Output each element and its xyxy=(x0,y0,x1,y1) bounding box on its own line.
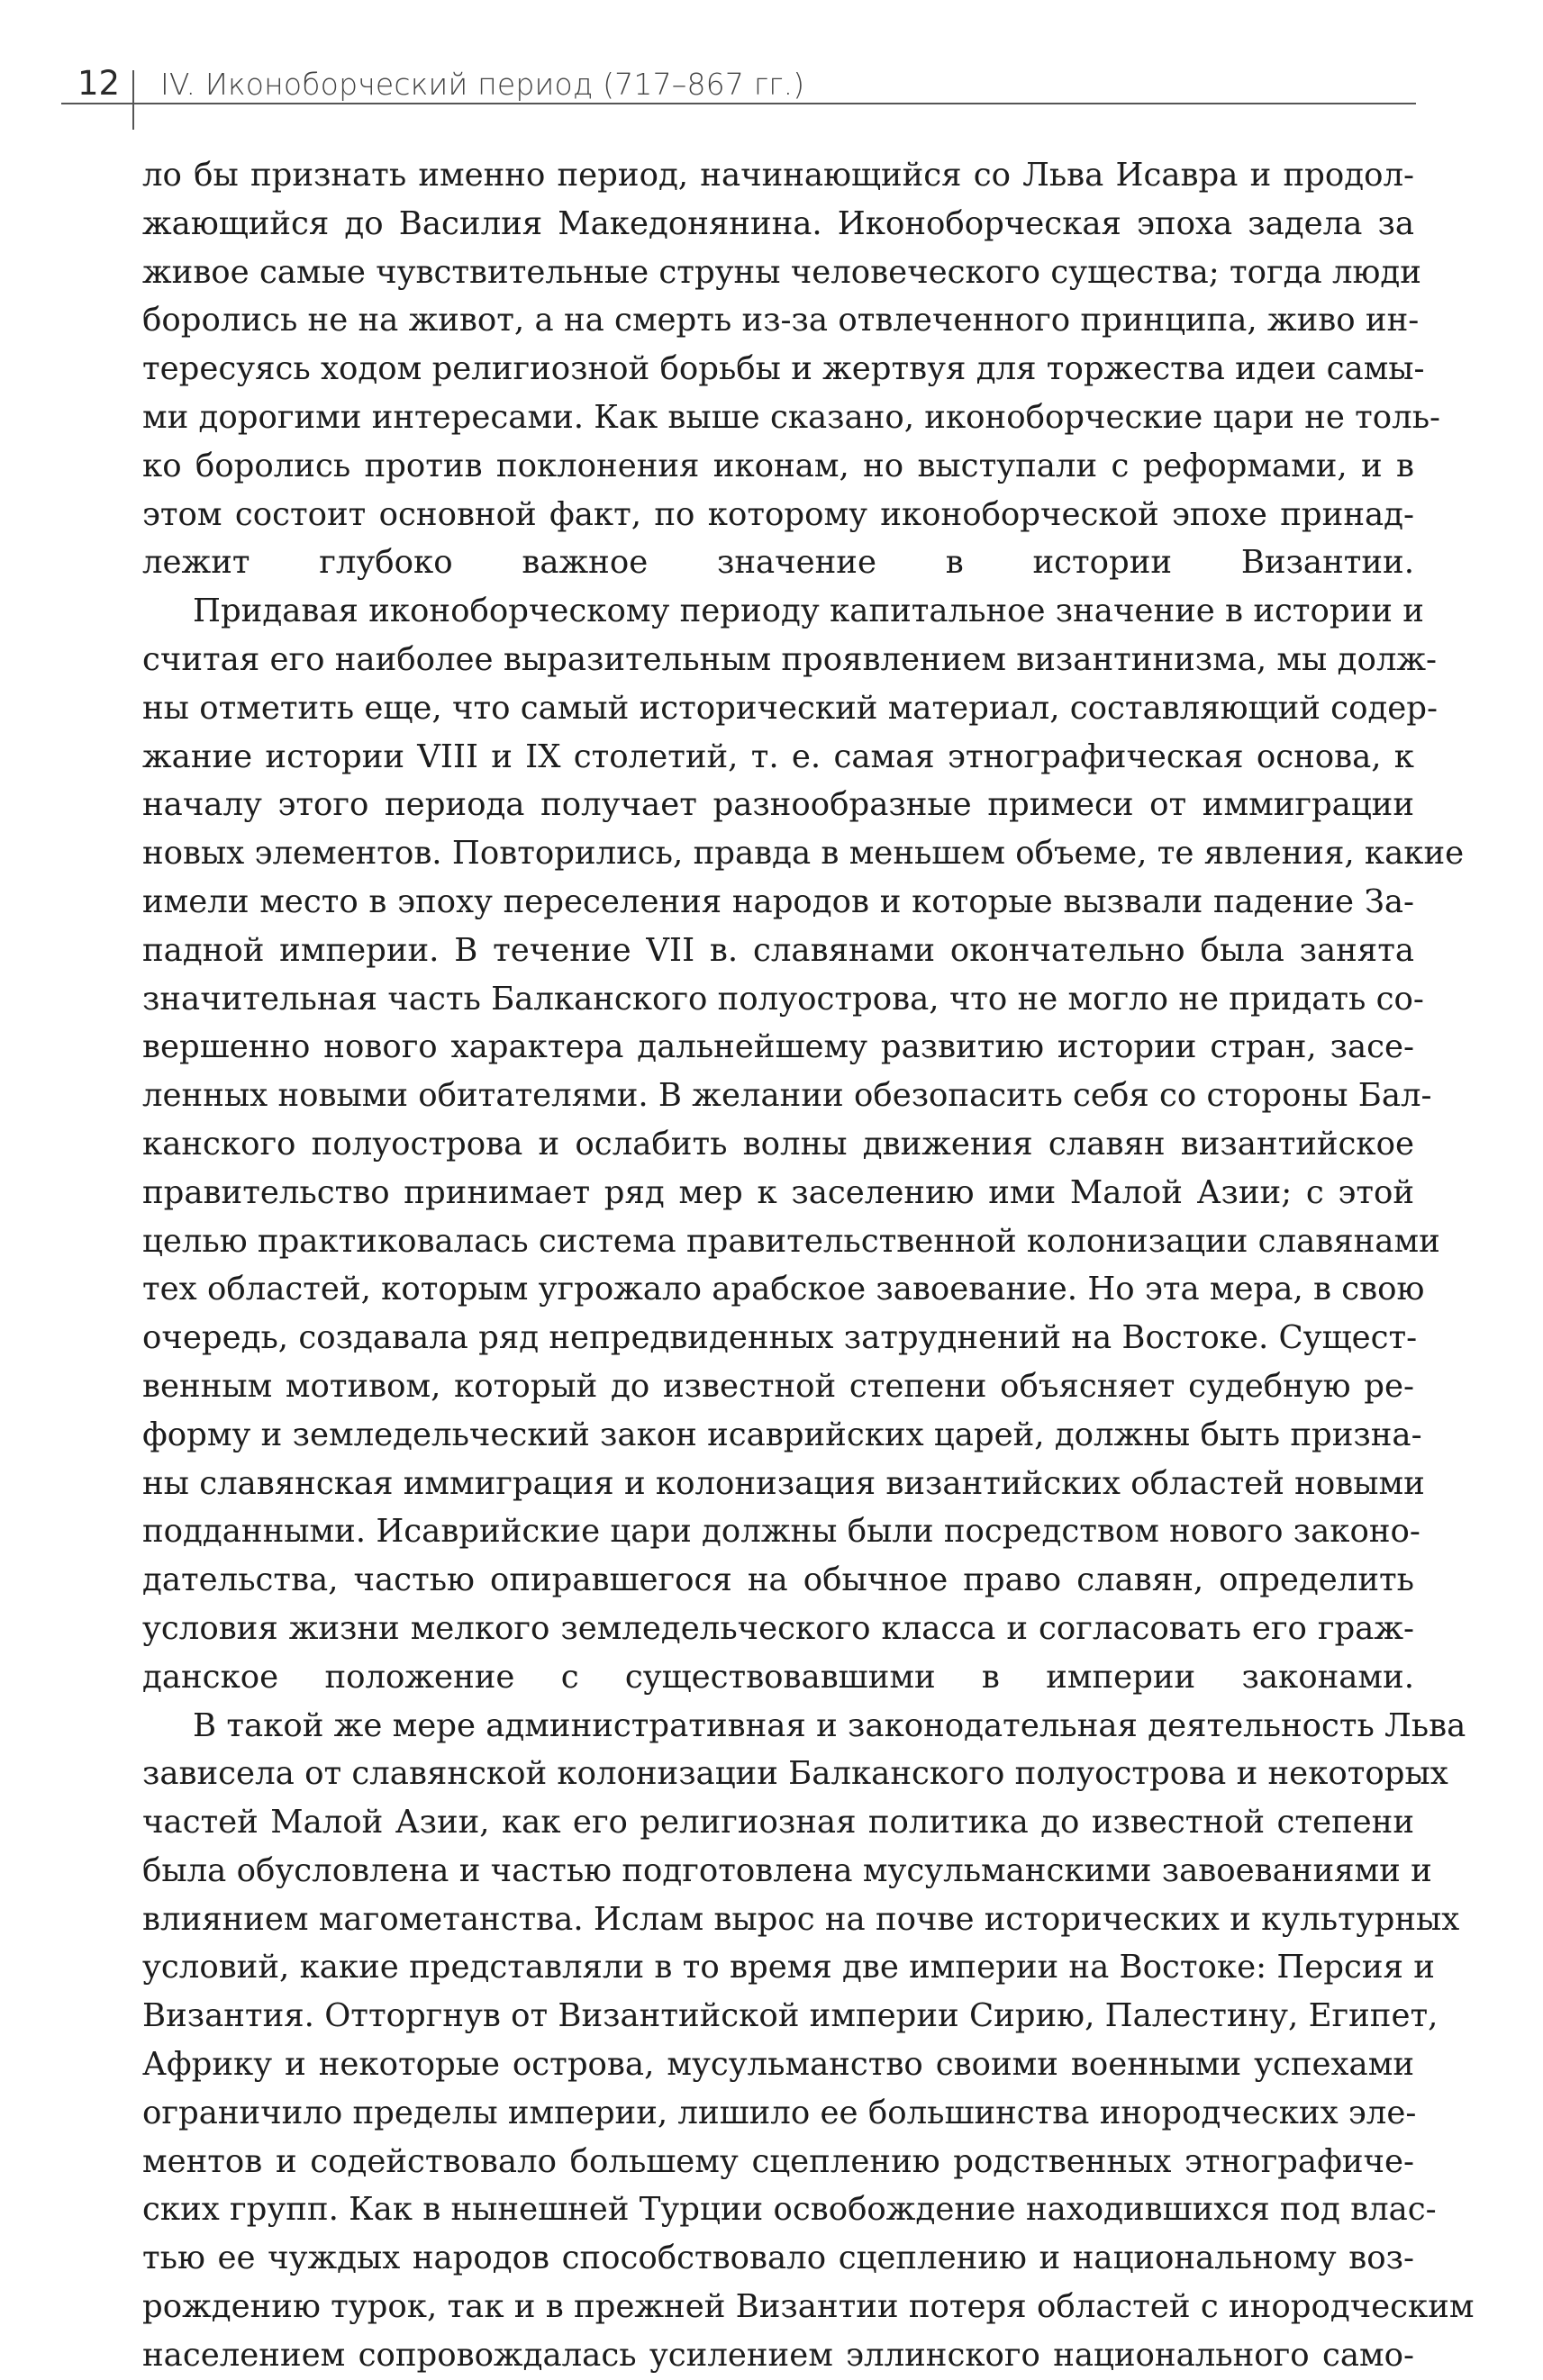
text-line: тех областей, которым угрожало арабское завоевание. Но эта мера, в свою xyxy=(142,1271,1425,1308)
header-vertical-rule xyxy=(132,70,134,130)
text-line: ми дорогими интересами. Как выше сказано, иконоборческие цари не толь- xyxy=(142,398,1441,436)
text-line: Африку и некоторые острова, мусульманство своими военными успехами xyxy=(142,2046,1414,2084)
text-line: вершенно нового характера дальнейшему развитию истории стран, засе- xyxy=(142,1028,1414,1066)
text-line: частей Малой Азии, как его религиозная политика до известной степени xyxy=(142,1804,1414,1842)
text-line: ленных новыми обитателями. В желании обезопасить себя со стороны Бал- xyxy=(142,1077,1432,1115)
text-line: целью практиковалась система правительственной колонизации славянами xyxy=(142,1222,1440,1260)
text-line: жающийся до Василия Македонянина. Иконоборческая эпоха задела за xyxy=(142,204,1414,242)
text-line: тересуясь ходом религиозной борьбы и жертвуя для торжества идеи самы- xyxy=(142,350,1425,388)
page-number: 12 xyxy=(77,64,121,103)
text-line: канского полуострова и ослабить волны движения славян византийское xyxy=(142,1125,1414,1163)
text-line: Придавая иконоборческому периоду капитальное значение в истории и xyxy=(193,593,1424,630)
text-line: ны славянская иммиграция и колонизация византийских областей новыми xyxy=(142,1464,1425,1502)
text-line: правительство принимает ряд мер к заселению ими Малой Азии; с этой xyxy=(142,1173,1414,1211)
paragraph xyxy=(142,151,1441,587)
text-line: данское положение с существовавшими в империи законами. xyxy=(142,1658,1414,1696)
text-line: очередь, создавала ряд непредвиденных затруднений на Востоке. Сущест- xyxy=(142,1319,1418,1357)
text-line: зависела от славянской колонизации Балканского полуострова и некоторых xyxy=(142,1755,1448,1793)
text-line: ко боролись против поклонения иконам, но выступали с реформами, и в xyxy=(142,447,1414,484)
body-text xyxy=(142,151,1475,2380)
text-line: венным мотивом, который до известной степени объясняет судебную ре- xyxy=(142,1367,1414,1405)
text-line: тью ее чуждых народов способствовало сцеплению и национальному воз- xyxy=(142,2240,1414,2277)
text-line: условий, какие представляли в то время две империи на Востоке: Персия и xyxy=(142,1949,1435,1986)
paragraph xyxy=(142,1702,1475,2380)
text-line: была обусловлена и частью подготовлена мусульманскими завоеваниями и xyxy=(142,1851,1432,1889)
text-line: ментов и содействовало большему сцеплению родственных этнографиче- xyxy=(142,2142,1414,2180)
paragraph xyxy=(142,587,1465,1701)
text-line: населением сопровождалась усилением эллинского национального само- xyxy=(142,2336,1414,2374)
text-line: условия жизни мелкого земледельческого класса и согласовать его граж- xyxy=(142,1609,1414,1647)
text-line: имели место в эпоху переселения народов и которые вызвали падение За- xyxy=(142,882,1414,920)
header-rule xyxy=(61,103,1416,104)
text-line: жание истории VIII и IX столетий, т. е. самая этнографическая основа, к xyxy=(142,738,1414,775)
text-line: ограничило пределы империи, лишило ее большинства инородческих эле- xyxy=(142,2094,1417,2131)
text-line: значительная часть Балканского полуострова, что не могло не придать со- xyxy=(142,980,1424,1018)
text-line: ло бы признать именно период, начинающийся со Льва Исавра и продол- xyxy=(142,157,1414,194)
text-line: дательства, частью опиравшегося на обычное право славян, определить xyxy=(142,1561,1414,1599)
text-line: форму и земледельческий закон исаврийских царей, должны быть призна- xyxy=(142,1416,1422,1453)
text-line: падной империи. В течение VII в. славянами окончательно была занята xyxy=(142,931,1414,969)
text-line: В такой же мере административная и законодательная деятельность Льва xyxy=(193,1706,1466,1744)
text-line: лежит глубоко важное значение в истории Византии. xyxy=(142,544,1414,582)
text-line: новых элементов. Повторились, правда в меньшем объеме, те явления, какие xyxy=(142,835,1465,873)
text-line: ских групп. Как в нынешней Турции освобождение находившихся под влас- xyxy=(142,2191,1437,2229)
text-line: живое самые чувствительные струны человеческого существа; тогда люди xyxy=(142,253,1421,291)
text-line: началу этого периода получает разнообразные примеси от иммиграции xyxy=(142,786,1414,824)
text-line: считая его наиболее выразительным проявлением византинизма, мы долж- xyxy=(142,640,1438,678)
section-title: IV. Иконоборческий период (717–867 гг.) xyxy=(160,67,805,102)
text-line: ны отметить еще, что самый исторический материал, составляющий содер- xyxy=(142,689,1439,727)
text-line: этом состоит основной факт, по которому иконоборческой эпохе принад- xyxy=(142,495,1414,533)
text-line: подданными. Исаврийские цари должны были посредством нового законо- xyxy=(142,1513,1420,1551)
running-header xyxy=(61,65,1416,110)
text-line: рождению турок, так и в прежней Византии потеря областей с инородческим xyxy=(142,2288,1475,2326)
text-line: Византия. Отторгнув от Византийской империи Сирию, Палестину, Египет, xyxy=(142,1997,1439,2035)
text-line: влиянием магометанства. Ислам вырос на почве исторических и культурных xyxy=(142,1900,1460,1938)
text-line: боролись не на живот, а на смерть из-за отвлеченного принципа, живо ин- xyxy=(142,302,1420,339)
